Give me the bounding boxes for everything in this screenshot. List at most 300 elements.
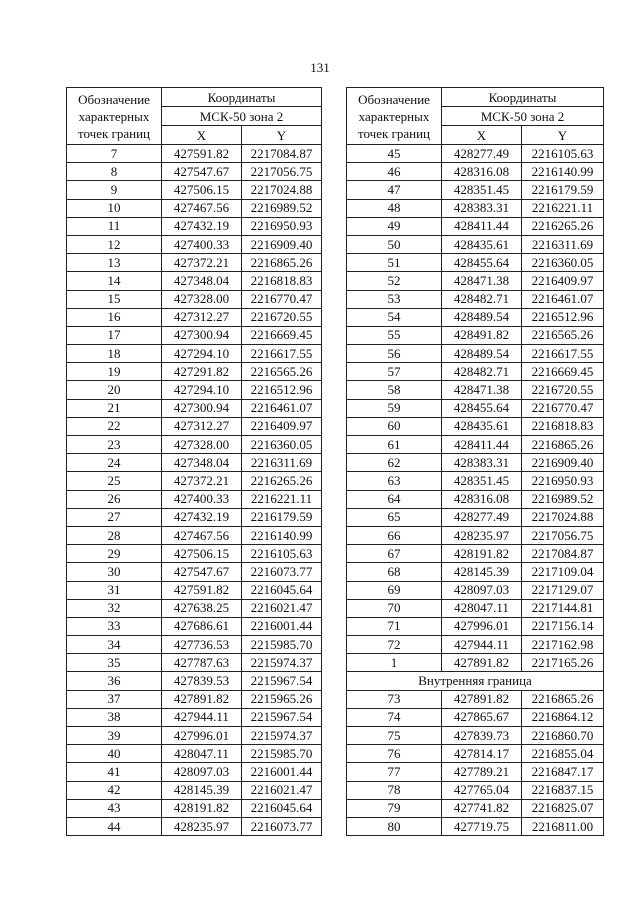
x-coordinate: 427506.15	[162, 545, 242, 563]
y-coordinate: 2215985.70	[242, 636, 322, 654]
point-number: 51	[347, 254, 442, 272]
point-number: 13	[67, 254, 162, 272]
point-number: 14	[67, 272, 162, 290]
table-row	[67, 199, 322, 217]
point-number: 16	[67, 308, 162, 326]
table-row	[347, 708, 604, 726]
right-table-section	[347, 672, 604, 690]
x-coordinate: 428471.38	[442, 272, 522, 290]
right-table-body-outer	[347, 145, 604, 672]
header-coords-system: МСК-50 зона 2	[442, 107, 604, 126]
table-row	[67, 272, 322, 290]
x-coordinate: 427328.00	[162, 290, 242, 308]
y-coordinate: 2216021.47	[242, 781, 322, 799]
x-coordinate: 428482.71	[442, 363, 522, 381]
point-number: 49	[347, 217, 442, 235]
table-row	[347, 817, 604, 835]
point-number: 73	[347, 690, 442, 708]
table-row	[67, 326, 322, 344]
header-coords-system: МСК-50 зона 2	[162, 107, 322, 126]
x-coordinate: 428383.31	[442, 199, 522, 217]
y-coordinate: 2216105.63	[522, 145, 604, 163]
point-number: 74	[347, 708, 442, 726]
y-coordinate: 2216105.63	[242, 545, 322, 563]
table-row	[67, 454, 322, 472]
y-coordinate: 2216825.07	[522, 799, 604, 817]
table-row	[67, 235, 322, 253]
y-coordinate: 2216950.93	[522, 472, 604, 490]
table-row	[67, 799, 322, 817]
table-row	[347, 781, 604, 799]
x-coordinate: 427736.53	[162, 636, 242, 654]
x-coordinate: 427547.67	[162, 563, 242, 581]
point-number: 26	[67, 490, 162, 508]
x-coordinate: 428489.54	[442, 308, 522, 326]
x-coordinate: 428277.49	[442, 508, 522, 526]
table-row	[347, 254, 604, 272]
point-number: 59	[347, 399, 442, 417]
x-coordinate: 427312.27	[162, 417, 242, 435]
x-coordinate: 428482.71	[442, 290, 522, 308]
point-number: 60	[347, 417, 442, 435]
table-row	[67, 763, 322, 781]
x-coordinate: 428277.49	[442, 145, 522, 163]
x-coordinate: 427467.56	[162, 526, 242, 544]
x-coordinate: 427294.10	[162, 381, 242, 399]
y-coordinate: 2216669.45	[522, 363, 604, 381]
right-table-body-inner	[347, 690, 604, 836]
x-coordinate: 427372.21	[162, 254, 242, 272]
x-coordinate: 427591.82	[162, 581, 242, 599]
point-number: 29	[67, 545, 162, 563]
point-number: 8	[67, 163, 162, 181]
y-coordinate: 2216073.77	[242, 817, 322, 835]
table-row	[67, 672, 322, 690]
header-x: X	[162, 126, 242, 145]
left-table-body	[67, 145, 322, 836]
y-coordinate: 2216265.26	[242, 472, 322, 490]
table-row	[347, 508, 604, 526]
y-coordinate: 2216909.40	[522, 454, 604, 472]
table-row	[347, 526, 604, 544]
x-coordinate: 427300.94	[162, 399, 242, 417]
table-row	[347, 799, 604, 817]
point-number: 53	[347, 290, 442, 308]
x-coordinate: 428383.31	[442, 454, 522, 472]
point-number: 79	[347, 799, 442, 817]
y-coordinate: 2216512.96	[522, 308, 604, 326]
y-coordinate: 2216221.11	[522, 199, 604, 217]
y-coordinate: 2217162.98	[522, 636, 604, 654]
y-coordinate: 2217109.04	[522, 563, 604, 581]
point-number: 10	[67, 199, 162, 217]
header-point-label: Обозначение характерных точек границ	[67, 88, 162, 145]
y-coordinate: 2216837.15	[522, 781, 604, 799]
table-row	[347, 326, 604, 344]
y-coordinate: 2216360.05	[242, 436, 322, 454]
table-row	[347, 763, 604, 781]
x-coordinate: 428455.64	[442, 254, 522, 272]
table-row	[347, 654, 604, 672]
x-coordinate: 427432.19	[162, 508, 242, 526]
point-number: 63	[347, 472, 442, 490]
point-number: 77	[347, 763, 442, 781]
table-row	[67, 727, 322, 745]
y-coordinate: 2216021.47	[242, 599, 322, 617]
point-number: 55	[347, 326, 442, 344]
x-coordinate: 427891.82	[162, 690, 242, 708]
y-coordinate: 2216311.69	[522, 235, 604, 253]
x-coordinate: 427891.82	[442, 690, 522, 708]
x-coordinate: 427348.04	[162, 272, 242, 290]
point-number: 42	[67, 781, 162, 799]
x-coordinate: 428351.45	[442, 181, 522, 199]
x-coordinate: 428455.64	[442, 399, 522, 417]
table-row	[67, 181, 322, 199]
x-coordinate: 428316.08	[442, 490, 522, 508]
y-coordinate: 2216818.83	[242, 272, 322, 290]
x-coordinate: 428435.61	[442, 235, 522, 253]
point-number: 12	[67, 235, 162, 253]
header-x: X	[442, 126, 522, 145]
y-coordinate: 2216512.96	[242, 381, 322, 399]
y-coordinate: 2216617.55	[242, 345, 322, 363]
point-number: 19	[67, 363, 162, 381]
point-number: 34	[67, 636, 162, 654]
table-row	[347, 199, 604, 217]
section-label-inner-border: Внутренняя граница	[347, 672, 604, 690]
point-number: 56	[347, 345, 442, 363]
point-number: 67	[347, 545, 442, 563]
y-coordinate: 2216989.52	[242, 199, 322, 217]
x-coordinate: 427787.63	[162, 654, 242, 672]
table-row	[347, 417, 604, 435]
x-coordinate: 427291.82	[162, 363, 242, 381]
x-coordinate: 428191.82	[162, 799, 242, 817]
y-coordinate: 2217024.88	[242, 181, 322, 199]
x-coordinate: 427348.04	[162, 454, 242, 472]
point-number: 65	[347, 508, 442, 526]
point-number: 52	[347, 272, 442, 290]
point-number: 38	[67, 708, 162, 726]
point-number: 30	[67, 563, 162, 581]
y-coordinate: 2216045.64	[242, 581, 322, 599]
point-number: 15	[67, 290, 162, 308]
y-coordinate: 2216221.11	[242, 490, 322, 508]
point-number: 58	[347, 381, 442, 399]
point-number: 36	[67, 672, 162, 690]
point-number: 62	[347, 454, 442, 472]
y-coordinate: 2216179.59	[522, 181, 604, 199]
y-coordinate: 2215967.54	[242, 672, 322, 690]
y-coordinate: 2216409.97	[522, 272, 604, 290]
x-coordinate: 428145.39	[162, 781, 242, 799]
table-row	[67, 163, 322, 181]
y-coordinate: 2216864.12	[522, 708, 604, 726]
table-row	[67, 708, 322, 726]
y-coordinate: 2216818.83	[522, 417, 604, 435]
x-coordinate: 427814.17	[442, 745, 522, 763]
table-row	[347, 581, 604, 599]
point-number: 72	[347, 636, 442, 654]
table-row	[347, 381, 604, 399]
y-coordinate: 2216140.99	[242, 526, 322, 544]
x-coordinate: 427719.75	[442, 817, 522, 835]
point-number: 35	[67, 654, 162, 672]
y-coordinate: 2216720.55	[242, 308, 322, 326]
table-row	[347, 145, 604, 163]
table-row	[67, 308, 322, 326]
table-row	[67, 345, 322, 363]
y-coordinate: 2216073.77	[242, 563, 322, 581]
point-number: 28	[67, 526, 162, 544]
header-y: Y	[522, 126, 604, 145]
table-row	[347, 290, 604, 308]
y-coordinate: 2217144.81	[522, 599, 604, 617]
y-coordinate: 2216865.26	[522, 436, 604, 454]
point-number: 23	[67, 436, 162, 454]
point-number: 48	[347, 199, 442, 217]
y-coordinate: 2216409.97	[242, 417, 322, 435]
table-row	[67, 745, 322, 763]
y-coordinate: 2216565.26	[522, 326, 604, 344]
x-coordinate: 428489.54	[442, 345, 522, 363]
x-coordinate: 427686.61	[162, 617, 242, 635]
table-row	[347, 345, 604, 363]
point-number: 9	[67, 181, 162, 199]
x-coordinate: 427372.21	[162, 472, 242, 490]
table-row	[67, 636, 322, 654]
table-row	[347, 636, 604, 654]
y-coordinate: 2215965.26	[242, 690, 322, 708]
table-row	[67, 508, 322, 526]
point-number: 24	[67, 454, 162, 472]
x-coordinate: 428145.39	[442, 563, 522, 581]
x-coordinate: 427765.04	[442, 781, 522, 799]
table-row	[347, 217, 604, 235]
table-row	[67, 563, 322, 581]
point-number: 69	[347, 581, 442, 599]
x-coordinate: 428047.11	[442, 599, 522, 617]
table-row	[67, 363, 322, 381]
y-coordinate: 2216461.07	[522, 290, 604, 308]
x-coordinate: 428411.44	[442, 436, 522, 454]
point-number: 43	[67, 799, 162, 817]
y-coordinate: 2216720.55	[522, 381, 604, 399]
point-number: 57	[347, 363, 442, 381]
table-row	[67, 545, 322, 563]
point-number: 45	[347, 145, 442, 163]
table-row	[347, 617, 604, 635]
y-coordinate: 2216847.17	[522, 763, 604, 781]
x-coordinate: 427839.73	[442, 727, 522, 745]
point-number: 68	[347, 563, 442, 581]
x-coordinate: 428097.03	[442, 581, 522, 599]
table-row	[347, 363, 604, 381]
x-coordinate: 428235.97	[162, 817, 242, 835]
x-coordinate: 427638.25	[162, 599, 242, 617]
header-coords-title: Координаты	[442, 88, 604, 107]
point-number: 1	[347, 654, 442, 672]
x-coordinate: 427839.53	[162, 672, 242, 690]
y-coordinate: 2217129.07	[522, 581, 604, 599]
table-row	[67, 581, 322, 599]
y-coordinate: 2216770.47	[522, 399, 604, 417]
point-number: 32	[67, 599, 162, 617]
point-number: 70	[347, 599, 442, 617]
x-coordinate: 427996.01	[162, 727, 242, 745]
table-row	[67, 254, 322, 272]
y-coordinate: 2216909.40	[242, 235, 322, 253]
y-coordinate: 2216950.93	[242, 217, 322, 235]
y-coordinate: 2216811.00	[522, 817, 604, 835]
point-number: 31	[67, 581, 162, 599]
x-coordinate: 428316.08	[442, 163, 522, 181]
y-coordinate: 2216855.04	[522, 745, 604, 763]
point-number: 54	[347, 308, 442, 326]
y-coordinate: 2216311.69	[242, 454, 322, 472]
point-number: 76	[347, 745, 442, 763]
point-number: 25	[67, 472, 162, 490]
table-row	[347, 727, 604, 745]
point-number: 80	[347, 817, 442, 835]
y-coordinate: 2216265.26	[522, 217, 604, 235]
table-row	[347, 436, 604, 454]
page-number: 131	[310, 60, 330, 75]
x-coordinate: 427944.11	[442, 636, 522, 654]
y-coordinate: 2217084.87	[242, 145, 322, 163]
point-number: 33	[67, 617, 162, 635]
x-coordinate: 428351.45	[442, 472, 522, 490]
point-number: 66	[347, 526, 442, 544]
table-row	[67, 417, 322, 435]
x-coordinate: 427400.33	[162, 235, 242, 253]
x-coordinate: 427400.33	[162, 490, 242, 508]
y-coordinate: 2216360.05	[522, 254, 604, 272]
y-coordinate: 2217156.14	[522, 617, 604, 635]
x-coordinate: 427789.21	[442, 763, 522, 781]
y-coordinate: 2217084.87	[522, 545, 604, 563]
point-number: 7	[67, 145, 162, 163]
x-coordinate: 428471.38	[442, 381, 522, 399]
table-row	[347, 181, 604, 199]
point-number: 75	[347, 727, 442, 745]
point-number: 37	[67, 690, 162, 708]
header-point-label: Обозначение характерных точек границ	[347, 88, 442, 145]
y-coordinate: 2217165.26	[522, 654, 604, 672]
x-coordinate: 427432.19	[162, 217, 242, 235]
y-coordinate: 2216865.26	[242, 254, 322, 272]
header-coords-title: Координаты	[162, 88, 322, 107]
y-coordinate: 2216045.64	[242, 799, 322, 817]
point-number: 47	[347, 181, 442, 199]
table-row	[67, 217, 322, 235]
table-row	[67, 399, 322, 417]
point-number: 40	[67, 745, 162, 763]
table-row	[347, 272, 604, 290]
table-row	[67, 599, 322, 617]
y-coordinate: 2216865.26	[522, 690, 604, 708]
y-coordinate: 2216565.26	[242, 363, 322, 381]
x-coordinate: 427467.56	[162, 199, 242, 217]
point-number: 50	[347, 235, 442, 253]
coordinates-table-left	[66, 87, 322, 836]
x-coordinate: 428491.82	[442, 326, 522, 344]
table-row	[347, 163, 604, 181]
table-row	[347, 490, 604, 508]
x-coordinate: 428435.61	[442, 417, 522, 435]
y-coordinate: 2216179.59	[242, 508, 322, 526]
table-row	[347, 235, 604, 253]
point-number: 71	[347, 617, 442, 635]
y-coordinate: 2215974.37	[242, 727, 322, 745]
table-row	[347, 545, 604, 563]
point-number: 41	[67, 763, 162, 781]
table-row	[67, 145, 322, 163]
y-coordinate: 2217056.75	[242, 163, 322, 181]
table-row	[347, 399, 604, 417]
point-number: 27	[67, 508, 162, 526]
y-coordinate: 2216001.44	[242, 617, 322, 635]
x-coordinate: 428097.03	[162, 763, 242, 781]
header-y: Y	[242, 126, 322, 145]
point-number: 11	[67, 217, 162, 235]
y-coordinate: 2216461.07	[242, 399, 322, 417]
point-number: 64	[347, 490, 442, 508]
table-row	[347, 454, 604, 472]
table-row	[67, 526, 322, 544]
point-number: 22	[67, 417, 162, 435]
y-coordinate: 2217056.75	[522, 526, 604, 544]
table-row	[347, 745, 604, 763]
point-number: 44	[67, 817, 162, 835]
table-row	[67, 617, 322, 635]
y-coordinate: 2215985.70	[242, 745, 322, 763]
x-coordinate: 427294.10	[162, 345, 242, 363]
y-coordinate: 2216860.70	[522, 727, 604, 745]
point-number: 46	[347, 163, 442, 181]
table-row	[347, 690, 604, 708]
table-row	[67, 490, 322, 508]
x-coordinate: 427944.11	[162, 708, 242, 726]
y-coordinate: 2216770.47	[242, 290, 322, 308]
x-coordinate: 428047.11	[162, 745, 242, 763]
point-number: 20	[67, 381, 162, 399]
table-row	[67, 654, 322, 672]
x-coordinate: 427741.82	[442, 799, 522, 817]
table-row	[347, 472, 604, 490]
table-row	[67, 381, 322, 399]
table-row	[67, 817, 322, 835]
point-number: 17	[67, 326, 162, 344]
x-coordinate: 427591.82	[162, 145, 242, 163]
y-coordinate: 2216669.45	[242, 326, 322, 344]
table-row	[67, 290, 322, 308]
table-row	[67, 781, 322, 799]
y-coordinate: 2216140.99	[522, 163, 604, 181]
table-row	[347, 308, 604, 326]
x-coordinate: 427547.67	[162, 163, 242, 181]
x-coordinate: 427996.01	[442, 617, 522, 635]
y-coordinate: 2215974.37	[242, 654, 322, 672]
point-number: 18	[67, 345, 162, 363]
x-coordinate: 427891.82	[442, 654, 522, 672]
y-coordinate: 2216617.55	[522, 345, 604, 363]
y-coordinate: 2215967.54	[242, 708, 322, 726]
table-row	[347, 599, 604, 617]
table-row	[67, 472, 322, 490]
x-coordinate: 427300.94	[162, 326, 242, 344]
